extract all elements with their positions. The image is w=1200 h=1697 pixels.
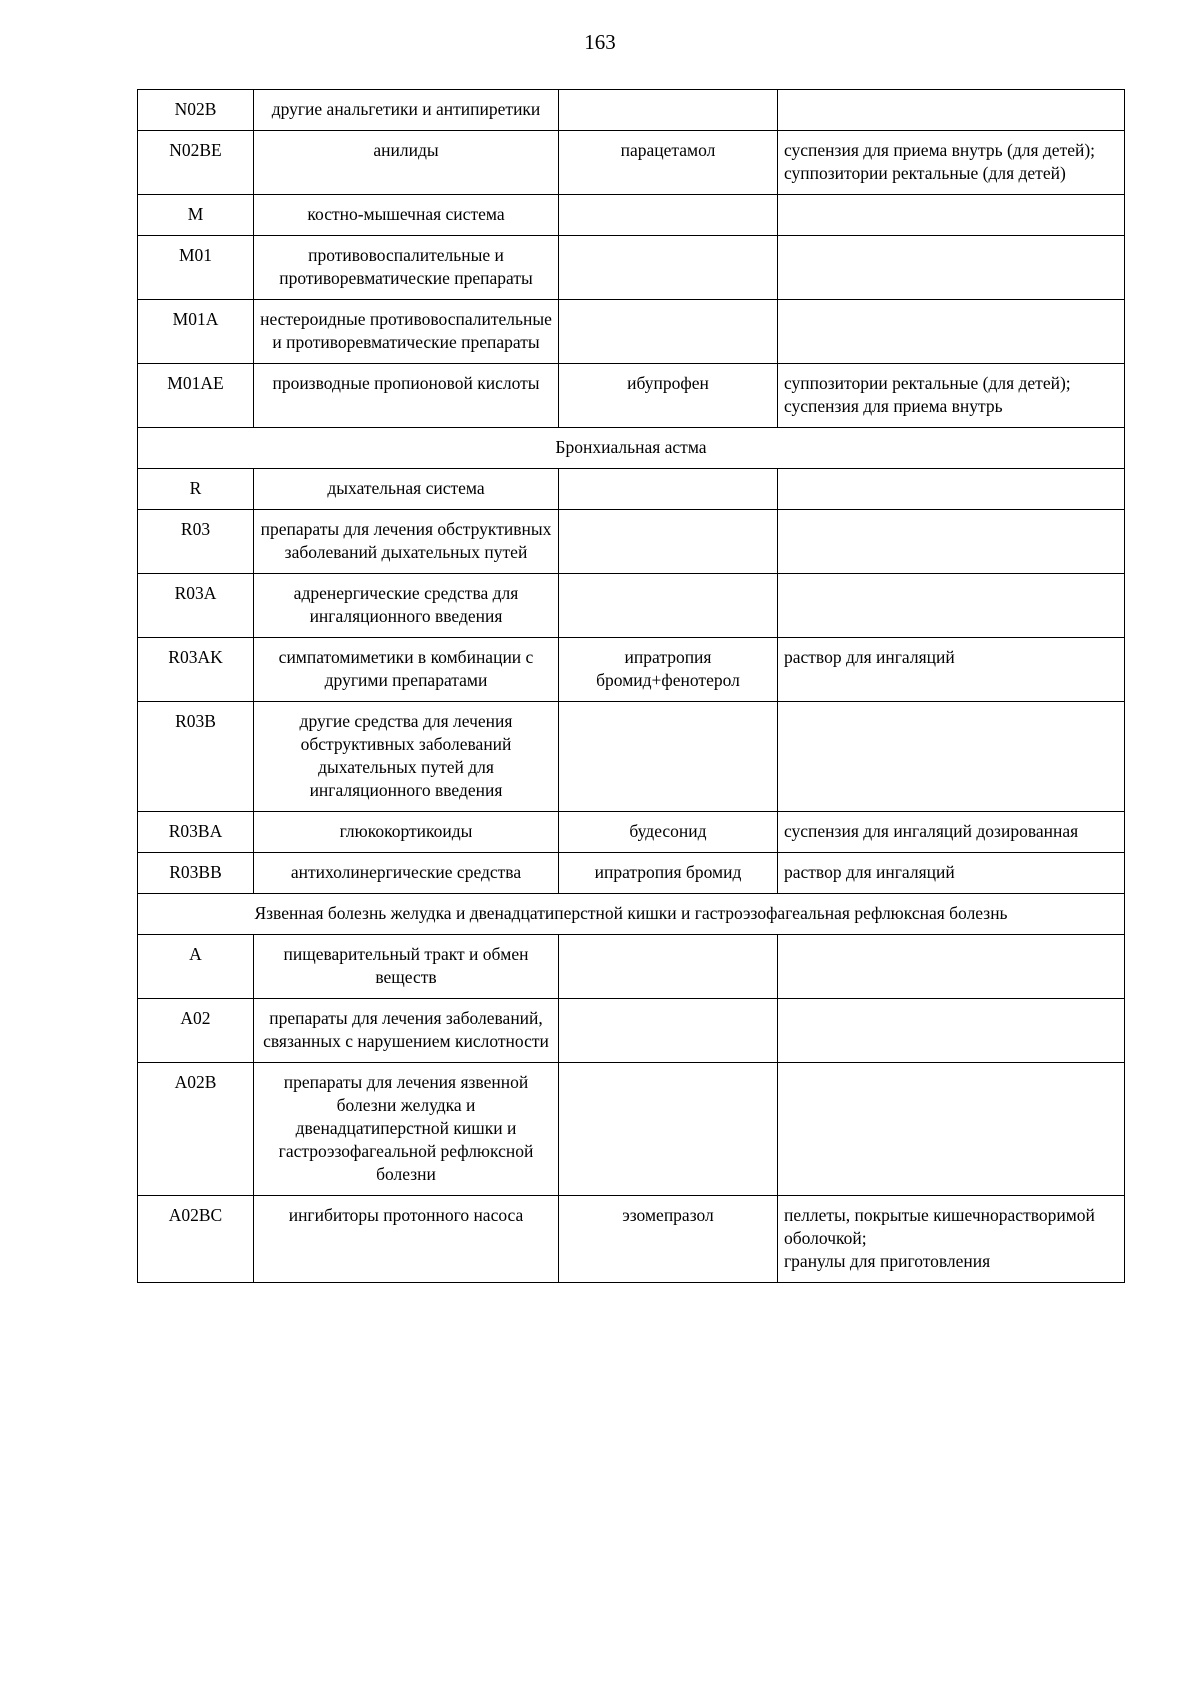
dosage-form-cell: [778, 195, 1125, 236]
dosage-form-line: суспензия для приема внутрь: [784, 396, 1003, 416]
anatomical-therapeutic-group-cell: адренергические средства для ингаляционного введения: [254, 574, 559, 638]
table-row: [138, 90, 1125, 131]
anatomical-therapeutic-group-cell: другие анальгетики и антипиретики: [254, 90, 559, 131]
atc-code-cell: R03BB: [138, 853, 254, 894]
table-row: [138, 195, 1125, 236]
table-row: [138, 638, 1125, 702]
dosage-form-line: пеллеты, покрытые кишечнорастворимой оболочкой;: [784, 1205, 1095, 1248]
dosage-form-cell: [778, 702, 1125, 812]
anatomical-therapeutic-group-cell: антихолинергические средства: [254, 853, 559, 894]
atc-code-cell: R: [138, 469, 254, 510]
table-row: [138, 999, 1125, 1063]
anatomical-therapeutic-group-cell: анилиды: [254, 131, 559, 195]
anatomical-therapeutic-group-cell: другие средства для лечения обструктивных заболеваний дыхательных путей для ингаляционного введения: [254, 702, 559, 812]
dosage-form-line: суспензия для ингаляций дозированная: [784, 821, 1079, 841]
atc-code-cell: A02BC: [138, 1196, 254, 1283]
dosage-form-cell: [778, 90, 1125, 131]
dosage-form-cell: [778, 935, 1125, 999]
dosage-form-cell: [778, 236, 1125, 300]
table-row: [138, 812, 1125, 853]
dosage-form-line: раствор для ингаляций: [784, 862, 955, 882]
section-title: Бронхиальная астма: [138, 428, 1125, 469]
dosage-form-line: раствор для ингаляций: [784, 647, 955, 667]
atc-code-cell: R03AK: [138, 638, 254, 702]
table-row: [138, 574, 1125, 638]
anatomical-therapeutic-group-cell: препараты для лечения язвенной болезни желудка и двенадцатиперстной кишки и гастроэзофагеальной рефлюксной болезни: [254, 1063, 559, 1196]
drug-name-cell: эзомепразол: [559, 1196, 778, 1283]
atc-code-cell: R03B: [138, 702, 254, 812]
table-body: [138, 90, 1125, 1283]
dosage-form-cell: [778, 853, 1125, 894]
section-header-row: [138, 894, 1125, 935]
anatomical-therapeutic-group-cell: пищеварительный тракт и обмен веществ: [254, 935, 559, 999]
drug-name-cell: [559, 1063, 778, 1196]
drug-name-cell: [559, 510, 778, 574]
drug-name-cell: [559, 702, 778, 812]
atc-code-cell: R03: [138, 510, 254, 574]
dosage-form-cell: [778, 510, 1125, 574]
table-row: [138, 702, 1125, 812]
dosage-form-cell: [778, 300, 1125, 364]
atc-code-cell: N02B: [138, 90, 254, 131]
anatomical-therapeutic-group-cell: препараты для лечения обструктивных заболеваний дыхательных путей: [254, 510, 559, 574]
dosage-form-line: суспензия для приема внутрь (для детей);: [784, 140, 1096, 160]
dosage-form-cell: [778, 1196, 1125, 1283]
dosage-form-cell: [778, 131, 1125, 195]
drug-name-cell: ипратропия бромид: [559, 853, 778, 894]
table-row: [138, 510, 1125, 574]
atc-code-cell: M01A: [138, 300, 254, 364]
table-row: [138, 853, 1125, 894]
drug-name-cell: [559, 195, 778, 236]
atc-code-cell: N02BE: [138, 131, 254, 195]
drug-name-cell: ипратропия бромид+фенотерол: [559, 638, 778, 702]
drug-name-cell: [559, 999, 778, 1063]
drug-name-cell: [559, 300, 778, 364]
drug-name-cell: [559, 574, 778, 638]
atc-code-cell: A: [138, 935, 254, 999]
anatomical-therapeutic-group-cell: дыхательная система: [254, 469, 559, 510]
page-number: 163: [584, 30, 616, 54]
dosage-form-cell: [778, 638, 1125, 702]
table-row: [138, 1196, 1125, 1283]
section-header-row: [138, 428, 1125, 469]
table-row: [138, 364, 1125, 428]
anatomical-therapeutic-group-cell: производные пропионовой кислоты: [254, 364, 559, 428]
dosage-form-cell: [778, 1063, 1125, 1196]
drug-name-cell: парацетамол: [559, 131, 778, 195]
anatomical-therapeutic-group-cell: противовоспалительные и противоревматические препараты: [254, 236, 559, 300]
dosage-form-line: суппозитории ректальные (для детей): [784, 163, 1066, 183]
drug-name-cell: [559, 469, 778, 510]
dosage-form-cell: [778, 999, 1125, 1063]
drug-name-cell: будесонид: [559, 812, 778, 853]
dosage-form-cell: [778, 469, 1125, 510]
dosage-form-cell: [778, 364, 1125, 428]
drug-name-cell: [559, 90, 778, 131]
drug-name-cell: [559, 236, 778, 300]
atc-code-cell: R03A: [138, 574, 254, 638]
anatomical-therapeutic-group-cell: симпатомиметики в комбинации с другими препаратами: [254, 638, 559, 702]
table-row: [138, 469, 1125, 510]
section-title: Язвенная болезнь желудка и двенадцатиперстной кишки и гастроэзофагеальная рефлюксная болезнь: [138, 894, 1125, 935]
dosage-form-cell: [778, 574, 1125, 638]
drug-name-cell: [559, 935, 778, 999]
atc-code-cell: M01AE: [138, 364, 254, 428]
atc-code-cell: A02B: [138, 1063, 254, 1196]
table-row: [138, 935, 1125, 999]
atc-code-cell: R03BA: [138, 812, 254, 853]
anatomical-therapeutic-group-cell: глюкокортикоиды: [254, 812, 559, 853]
table-row: [138, 1063, 1125, 1196]
dosage-form-line: суппозитории ректальные (для детей);: [784, 373, 1071, 393]
anatomical-therapeutic-group-cell: препараты для лечения заболеваний, связанных с нарушением кислотности: [254, 999, 559, 1063]
table-row: [138, 300, 1125, 364]
dosage-form-line: гранулы для приготовления: [784, 1251, 991, 1271]
anatomical-therapeutic-group-cell: костно-мышечная система: [254, 195, 559, 236]
drug-name-cell: ибупрофен: [559, 364, 778, 428]
dosage-form-cell: [778, 812, 1125, 853]
anatomical-therapeutic-group-cell: нестероидные противовоспалительные и противоревматические препараты: [254, 300, 559, 364]
atc-code-cell: A02: [138, 999, 254, 1063]
drug-table: [137, 89, 1125, 1283]
table-row: [138, 131, 1125, 195]
anatomical-therapeutic-group-cell: ингибиторы протонного насоса: [254, 1196, 559, 1283]
atc-code-cell: M01: [138, 236, 254, 300]
table-row: [138, 236, 1125, 300]
atc-code-cell: M: [138, 195, 254, 236]
